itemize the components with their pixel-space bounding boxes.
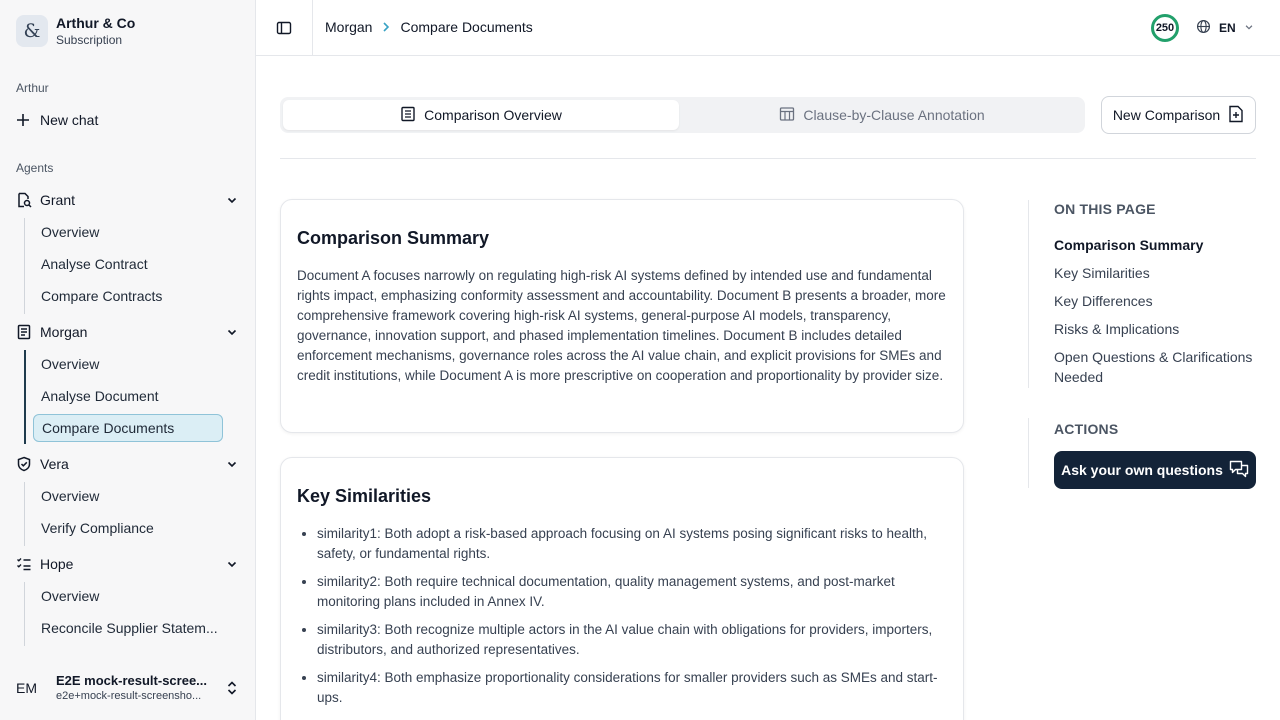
ask-questions-button[interactable]	[1054, 451, 1256, 489]
list-item: • similarity1: Both adopt a risk-based approach focusing on AI systems posing significant risks to health, safety, or fundamental rights.	[317, 524, 947, 564]
tree-line	[24, 582, 25, 646]
actions-heading: ACTIONS	[1054, 421, 1119, 437]
document-lines-icon	[16, 324, 34, 340]
tree-line	[24, 482, 25, 546]
sidebar-item-analyse-contract[interactable]: Analyse Contract	[41, 256, 148, 272]
chevron-down-icon[interactable]	[226, 325, 238, 341]
tab-clause-annotation[interactable]	[682, 100, 1082, 130]
sidebar-item-vera-overview[interactable]: Overview	[41, 488, 100, 504]
list-item: • similarity3: Both recognize multiple actors in the AI value chain with obligations for providers, importers, distributors, and authorized representatives.	[317, 620, 947, 660]
breadcrumb-morgan[interactable]: Morgan	[325, 19, 373, 35]
tree-line	[24, 218, 25, 314]
list-item: • similarity2: Both require technical documentation, quality management systems, and post-market monitoring plans included in Annex IV.	[317, 572, 947, 612]
sidebar-toggle-icon[interactable]	[276, 20, 292, 41]
rail-divider	[1028, 418, 1029, 488]
user-email: e2e+mock-result-screensho...	[56, 690, 202, 702]
top-bar	[256, 0, 1280, 56]
agent-vera[interactable]	[16, 450, 244, 478]
chevron-down-icon[interactable]	[226, 557, 238, 573]
new-chat-button[interactable]	[16, 106, 244, 134]
credits-badge[interactable]: 250	[1151, 14, 1179, 42]
language-code: EN	[1219, 21, 1236, 35]
chat-bubbles-icon	[1223, 460, 1249, 481]
toc-comparison-summary[interactable]: Comparison Summary	[1054, 237, 1204, 253]
view-tabs	[280, 97, 1085, 133]
agent-morgan[interactable]	[16, 318, 244, 346]
org-name: Arthur & Co	[56, 15, 136, 31]
chevron-down-icon	[1244, 21, 1254, 35]
breadcrumb	[325, 19, 533, 35]
user-name: E2E mock-result-scree...	[56, 673, 208, 688]
breadcrumb-current: Compare Documents	[400, 19, 533, 35]
avatar: EM	[16, 680, 37, 696]
toc-key-differences[interactable]: Key Differences	[1054, 293, 1153, 309]
new-comparison-label: New Comparison	[1112, 107, 1221, 123]
tab-label: Comparison Overview	[424, 107, 562, 123]
org-switcher[interactable]	[16, 14, 135, 48]
agent-grant[interactable]	[16, 186, 244, 214]
sidebar-item-reconcile-supplier[interactable]: Reconcile Supplier Statem...	[41, 620, 218, 636]
new-chat-label: New chat	[40, 112, 99, 128]
sidebar-item-compare-documents[interactable]: Compare Documents	[33, 414, 223, 442]
language-selector[interactable]	[1196, 19, 1254, 37]
sidebar-item-hope-overview[interactable]: Overview	[41, 588, 100, 604]
checklist-icon	[16, 556, 34, 572]
list-item: • similarity4: Both emphasize proportionality considerations for smaller providers such as SMEs and start-ups.	[317, 668, 947, 708]
sidebar-item-compare-contracts[interactable]: Compare Contracts	[41, 288, 163, 304]
ask-questions-label: Ask your own questions	[1061, 462, 1223, 478]
agent-morgan-label: Morgan	[40, 324, 88, 340]
similarities-list	[297, 524, 947, 708]
sidebar-item-morgan-overview[interactable]: Overview	[41, 356, 100, 372]
divider	[312, 0, 313, 56]
rail-divider	[1028, 200, 1029, 388]
plus-icon	[16, 113, 34, 127]
tree-line-active	[24, 350, 26, 444]
globe-icon	[1196, 19, 1211, 37]
chevron-up-down-icon[interactable]	[226, 680, 238, 701]
sidebar-item-grant-overview[interactable]: Overview	[41, 224, 100, 240]
sidebar-item-analyse-document[interactable]: Analyse Document	[41, 388, 159, 404]
key-similarities-card	[280, 457, 964, 720]
agent-grant-label: Grant	[40, 192, 76, 208]
toc-open-questions[interactable]: Open Questions & Clarifications Needed	[1054, 349, 1253, 385]
agent-hope[interactable]	[16, 550, 244, 578]
table-icon	[779, 106, 803, 125]
chevron-down-icon[interactable]	[226, 457, 238, 473]
section-title: Comparison Summary	[297, 228, 490, 248]
chevron-down-icon[interactable]	[226, 193, 238, 209]
summary-text: Document A focuses narrowly on regulating high-risk AI systems defined by intended use and fundamental rights impact, emphasizing conformity assessment and accountability. Document B presents a broader, more comprehensive framework covering high-risk AI systems, general-purpose AI models, transparency, governance, innovation support, and phased implementation timelines. Document B includes detailed enforcement mechanisms, governance roles across the AI value chain, and explicit provisions for SMEs and credit institutions, while Document A is more prescriptive on cooperation and proportionality by provider size.	[297, 268, 946, 383]
org-logo: &	[16, 15, 48, 47]
toc-risks-implications[interactable]: Risks & Implications	[1054, 321, 1180, 337]
document-icon	[400, 106, 424, 125]
file-plus-icon	[1220, 105, 1244, 126]
document-search-icon	[16, 192, 34, 208]
toc-key-similarities[interactable]: Key Similarities	[1054, 265, 1150, 281]
org-subtitle: Subscription	[56, 33, 123, 47]
divider	[280, 158, 1256, 159]
user-section-label: Arthur	[16, 81, 49, 95]
section-title: Key Similarities	[297, 486, 432, 506]
agent-hope-label: Hope	[40, 556, 74, 572]
sidebar-item-verify-compliance[interactable]: Verify Compliance	[41, 520, 154, 536]
sidebar	[0, 0, 256, 720]
comparison-summary-card	[280, 199, 964, 433]
new-comparison-button[interactable]	[1101, 96, 1256, 134]
tab-comparison-overview[interactable]	[283, 100, 679, 130]
agents-label: Agents	[16, 161, 54, 175]
shield-check-icon	[16, 456, 34, 472]
chevron-right-icon	[382, 19, 390, 35]
tab-label: Clause-by-Clause Annotation	[803, 107, 985, 123]
user-menu[interactable]	[16, 670, 244, 706]
on-this-page-heading: ON THIS PAGE	[1054, 201, 1156, 217]
agent-vera-label: Vera	[40, 456, 69, 472]
